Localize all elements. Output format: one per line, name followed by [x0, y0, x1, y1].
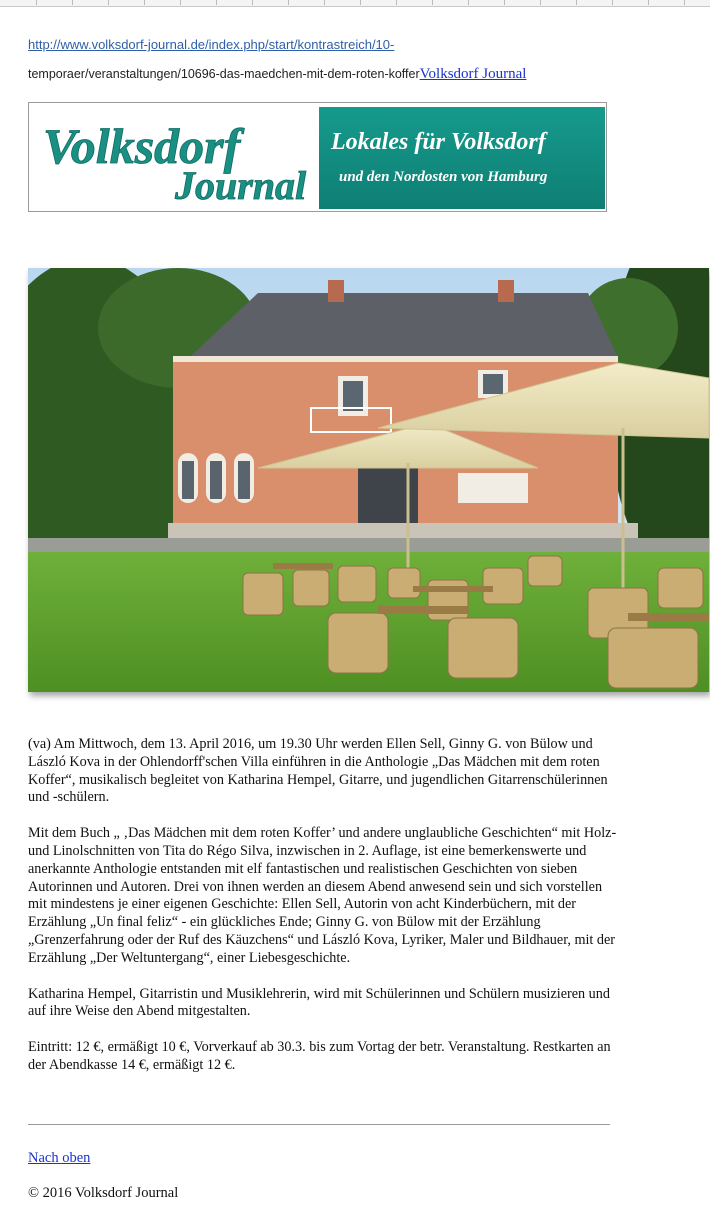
source-url-line2 [28, 66, 526, 83]
document-ruler [0, 0, 710, 7]
source-site-link[interactable]: Volksdorf Journal [419, 66, 527, 82]
footer-divider [28, 1124, 610, 1125]
article-paragraph: Katharina Hempel, Gitarristin und Musiklehrerin, wird mit Schülerinnen und Schülern musizieren und auf ihre Weise den Abend mitgestalten. [28, 985, 610, 1020]
logo-word-volksdorf: Volksdorf [43, 118, 241, 174]
tagline-line2: und den Nordosten von Hamburg [339, 169, 548, 185]
source-url-line1[interactable]: http://www.volksdorf-journal.de/index.php/start/kontrastreich/10- [28, 37, 395, 52]
article-paragraph: Eintritt: 12 €, ermäßigt 10 €, Vorverkauf ab 30.3. bis zum Vortag der betr. Veranstaltung. Restkarten an der Abendkasse 14 €, ermäßigt 12 €. [28, 1039, 611, 1073]
villa-photo [28, 268, 709, 692]
back-to-top-link[interactable]: Nach oben [28, 1150, 91, 1166]
banner-tagline-panel [319, 107, 605, 209]
article-paragraph: Mit dem Buch „ ‚Das Mädchen mit dem roten Koffer’ und andere unglaubliche Geschichten“ mit Holz- und Linolschnitten von Tita do Régo Silva, inzwischen in 2. Auflage, ist eine bemerkenswerte und anerkannte Anthologie entstanden mit elf fantastischen und realistischen Geschichten von sieben Autorinnen und Autoren. Drei von ihnen werden an diesem Abend anwesend sein und sich vorstellen mit mindestens je einer eigenen Geschichte: Ellen Sell, Autorin von acht Kinderbüchern, mit der Erzählung „Un final feliz“ - ein glückliches Ende; Ginny G. von Bülow mit der Erzählung „Grenzerfahrung oder der Ruf des Käuzchens“ und László Kova, Lyriker, Maler und Bildhauer, mit der Erzählung „Der Weltuntergang“, einer Liebesgeschichte. [28, 825, 617, 966]
article-body [28, 736, 618, 1093]
site-banner[interactable] [28, 102, 607, 212]
copyright-text: © 2016 Volksdorf Journal [28, 1185, 179, 1201]
volksdorf-journal-logo [29, 103, 317, 211]
article-paragraph: (va) Am Mittwoch, dem 13. April 2016, um 19.30 Uhr werden Ellen Sell, Ginny G. von Bülow und László Kova in der Ohlendorff'schen Villa einführen in die Anthologie „Das Mädchen mit dem roten Koffer“, musikalisch begleitet von Katharina Hempel, Gitarre, und jugendlichen Gitarrenschülerinnen und -schülern. [28, 736, 608, 806]
logo-word-journal: Journal [175, 163, 307, 208]
tagline-line1: Lokales für Volksdorf [331, 129, 546, 155]
source-url-line2-text: temporaer/veranstaltungen/10696-das-maedchen-mit-dem-roten-koffer [28, 67, 420, 81]
